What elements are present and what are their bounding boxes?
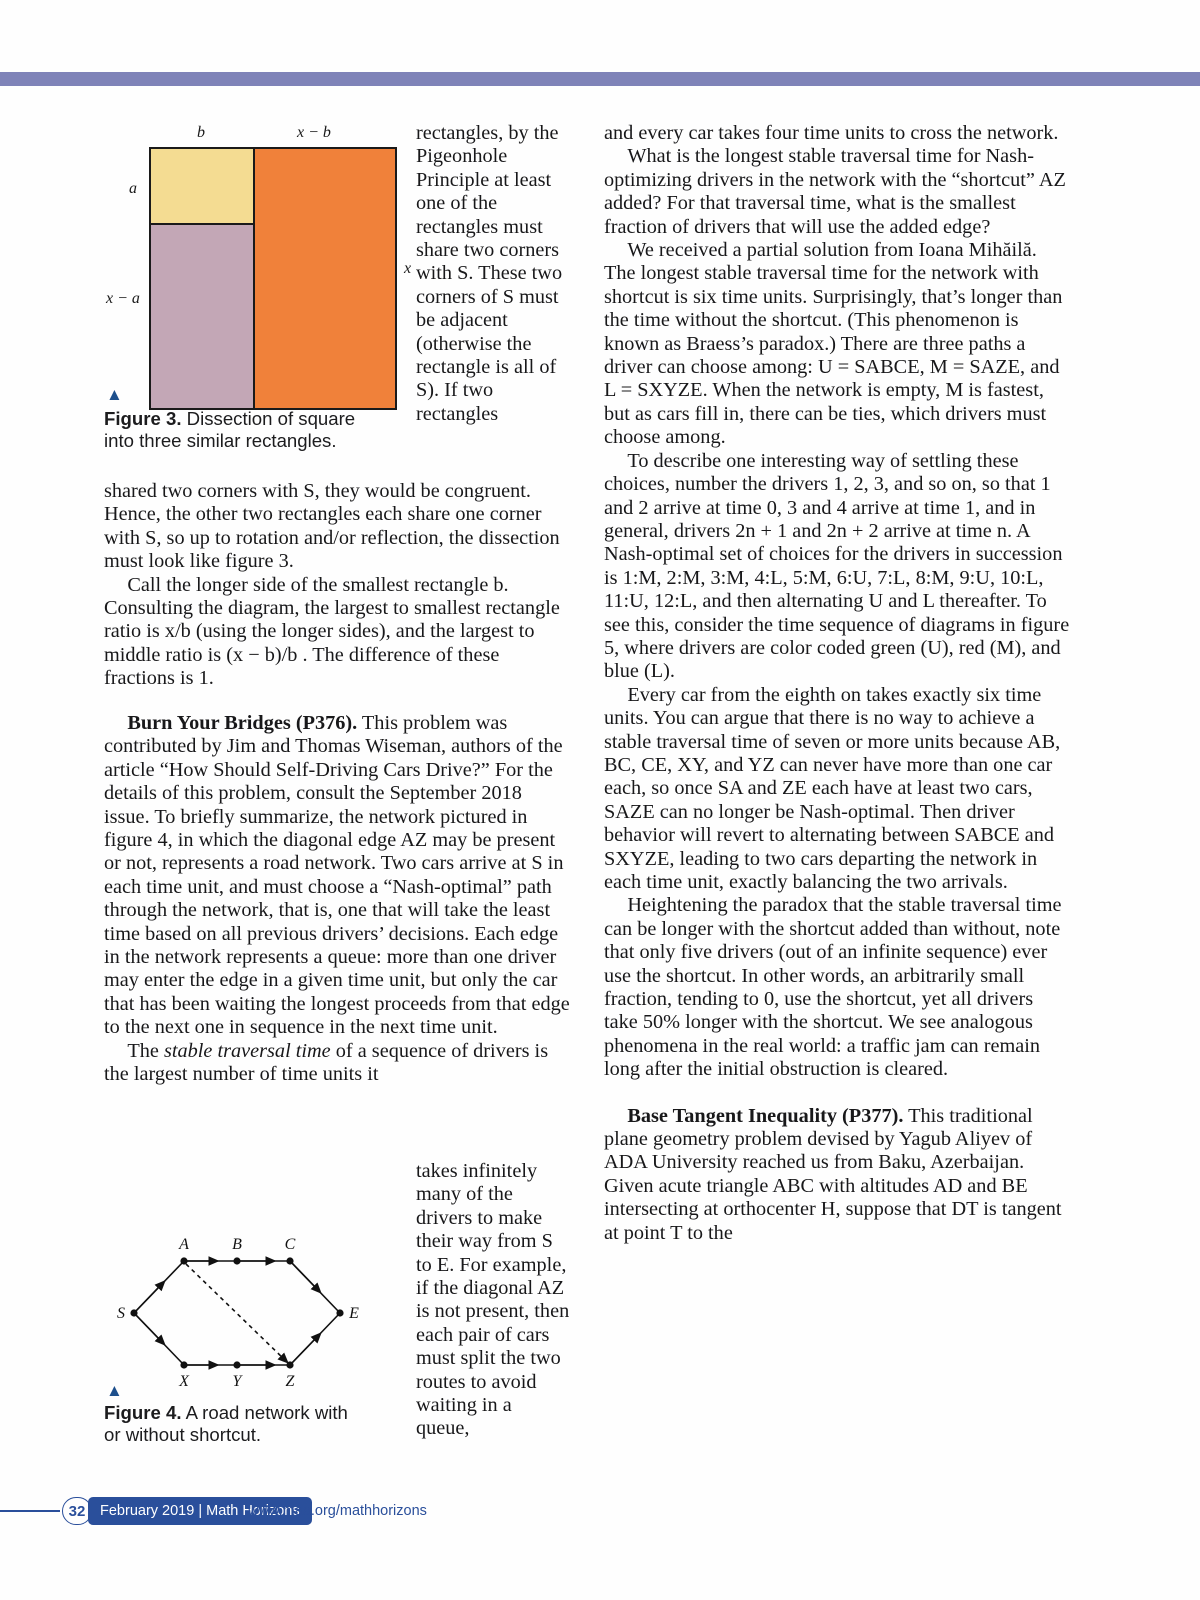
- figure-3-caption: [104, 408, 364, 453]
- col2-problem-base-tangent: [604, 1105, 1070, 1245]
- col1-para-shared: shared two corners with S, they would be congruent. Hence, the other two rectangles each share one corner with S, so up to rotation and/or reflection, the dissection must look like figure 3.: [104, 480, 560, 573]
- figure3-caption-lead: Figure 3.: [104, 408, 182, 429]
- footer-rule: [0, 1510, 60, 1512]
- figure4-caption-lead: Figure 4.: [104, 1402, 182, 1423]
- figure4-arrow-C-E: [290, 1261, 320, 1292]
- figure4-svg: [104, 1228, 404, 1398]
- figure4-label-Z: Z: [285, 1373, 295, 1390]
- column2-text: [604, 122, 1070, 1245]
- figure4-label-B: B: [232, 1236, 242, 1253]
- column1-flow-a: [104, 480, 570, 691]
- footer-url-link[interactable]: www.maa.org/mathhorizons: [248, 1503, 427, 1519]
- col1-problem-burn-your-bridges: [104, 712, 570, 1040]
- figure4-arrow-S-A: [134, 1282, 164, 1313]
- col1-para-stable: [104, 1040, 570, 1087]
- figure4-caret-icon: ▲: [106, 1381, 123, 1400]
- figure4-node-S: [130, 1309, 137, 1316]
- figure4-node-Z: [286, 1361, 293, 1368]
- figure4-label-A: A: [179, 1236, 189, 1253]
- col1-problem-body: This problem was contributed by Jim and Thomas Wiseman, authors of the article “How Should Self-Driving Cars Drive?” For the details of this problem, consult the September 2018 issue. To briefly summarize, the network pictured in figure 4, in which the diagonal edge AZ may be present or not, represents a road network. Two cars arrive at S in each time unit, and must choose a “Nash-optimal” path through the network, that is, one that will take the least time based on all previous drivers’ decisions. Each edge in the network represents a queue: more than one driver may enter the edge in a given time unit, but only the car that has been waiting the longest proceeds from that edge to the next one in sequence in the next time unit.: [104, 712, 570, 1039]
- figure4-label-Y: Y: [232, 1373, 242, 1390]
- figure3-label-b: b: [197, 124, 205, 141]
- col2-para-3: We received a partial solution from Ioana Mihăilă. The longest stable traversal time for the network with shortcut is six time units. Surprisingly, that’s longer than the time without the shortcut. (This phenomenon is known as Braess’s paradox.) There are three paths a driver can choose among: U = SABCE, M = SAZE, and L = SXYZE. When the network is empty, M is fastest, but as cars fill in, there can be ties, which drivers must choose among.: [604, 239, 1063, 449]
- col1-problem-heading: Burn Your Bridges (P376).: [127, 712, 358, 734]
- figure3-square: [149, 147, 397, 410]
- figure3-middle-rectangle: [151, 225, 255, 408]
- col1-narrow-bottom-paragraph: takes infinitely many of the drivers to make their way from S to E. For example, if the diagonal AZ is not present, then each pair of cars must split the two routes to avoid waiting in a queue,: [416, 1160, 570, 1440]
- col1-stable-pre: The: [127, 1039, 164, 1062]
- col2-para-4: To describe one interesting way of settling these choices, number the drivers 1, 2, 3, and so on, so that 1 and 2 arrive at time 0, 3 and 4 arrive at time 1, and in general, drivers 2n + 1 and 2n + 2 arrive at time n. A Nash-optimal set of choices for the drivers in succession is 1:M, 2:M, 3:M, 4:L, 5:M, 6:U, 7:L, 8:M, 9:U, 10:L, 11:U, 12:L, and then alternating U and L thereafter. To see this, consider the time sequence of diagrams in figure 5, where drivers are color coded green (U), red (M), and blue (L).: [604, 449, 1070, 683]
- figure4-node-X: [180, 1361, 187, 1368]
- figure3-caret-icon: ▲: [106, 385, 123, 404]
- figure4-node-Y: [233, 1361, 240, 1368]
- figure3-label-x: x: [404, 260, 412, 277]
- figure4-node-E: [336, 1309, 343, 1316]
- figure4-edge-A-Z-shortcut: [186, 1264, 287, 1362]
- page-number-badge: 32: [62, 1497, 92, 1525]
- figure-4-caption: [104, 1402, 364, 1447]
- column1-narrow-top-text: [416, 122, 570, 426]
- figure3-label-a: a: [129, 180, 137, 197]
- figure4-node-C: [286, 1257, 293, 1264]
- column1-narrow-bottom-text: [416, 1160, 570, 1441]
- col1-narrow-top-paragraph: rectangles, by the Pigeonhole Principle at least one of the rectangles must share two corners with S. These two corners of S must be adjacent (otherwise the rectangle is all of S). If two rectangles: [416, 122, 563, 425]
- col1-para-call: Call the longer side of the smallest rectangle b. Consulting the diagram, the largest to smallest rectangle ratio is x/b (using the longer sides), and the largest to middle ratio is (x − b)/b . The difference of these fractions is 1.: [104, 573, 560, 690]
- col1-stable-term: stable traversal time: [163, 1039, 331, 1062]
- figure4-node-B: [233, 1257, 240, 1264]
- figure3-large-rectangle: [255, 149, 395, 408]
- figure4-label-C: C: [284, 1236, 296, 1253]
- figure3-small-rectangle: [151, 149, 255, 225]
- figure4-arrow-S-X: [134, 1313, 164, 1344]
- col2-para-6: Heightening the paradox that the stable traversal time can be longer with the shortcut added than without, note that only five drivers (out of an infinite sequence) ever use the shortcut. In other words, an arbitrarily small fraction, tending to 0, use the shortcut, yet all drivers take 50% longer with the shortcut. We see analogous phenomena in the real world: a traffic jam can remain long after the initial obstruction is cleared.: [604, 894, 1062, 1081]
- figure4-arrow-Z-E: [290, 1334, 320, 1365]
- col2-para-1: and every car takes four time units to cross the network.: [604, 122, 1059, 144]
- figure4-caption-text: A road network with or without shortcut.: [104, 1402, 348, 1446]
- footer-issue-pill: February 2019 | Math Horizons: [88, 1497, 312, 1525]
- figure-4-road-network: [104, 1228, 404, 1398]
- column1-flow-b: [104, 712, 570, 1087]
- figure4-label-S: S: [117, 1305, 125, 1322]
- col1-stable-post: of a sequence of drivers is the largest number of time units it: [104, 1039, 549, 1086]
- figure3-label-x-minus-a: x − a: [106, 290, 140, 307]
- col2-problem-body: This traditional plane geometry problem devised by Yagub Aliyev of ADA University reached us from Baku, Azerbaijan. Given acute triangle ABC with altitudes AD and BE intersecting at orthocenter H, suppose that DT is tangent at point T to the: [604, 1104, 1062, 1244]
- col2-problem-heading: Base Tangent Inequality (P377).: [627, 1104, 904, 1127]
- figure4-label-E: E: [349, 1305, 359, 1322]
- figure4-label-X: X: [179, 1373, 189, 1390]
- figure3-caption-text: Dissection of square into three similar rectangles.: [104, 408, 356, 452]
- figure3-label-x-minus-b: x − b: [297, 124, 331, 141]
- col2-para-5: Every car from the eighth on takes exactly six time units. You can argue that there is no way to achieve a stable traversal time of seven or more units because AB, BC, CE, XY, and YZ can never have more than one car each, so once SA and ZE each have at least two cars, SAZE can no longer be Nash-optimal. Then driver behavior will revert to alternating between SABCE and SXYZE, leading to two cars departing the network in each time unit, exactly balancing the two arrivals.: [604, 683, 1061, 893]
- page-footer: [0, 1496, 1200, 1542]
- figure4-node-dots: [130, 1257, 343, 1368]
- figure4-node-A: [180, 1257, 187, 1264]
- col2-para-2: What is the longest stable traversal time for Nash-optimizing drivers in the network with the “shortcut” AZ added? For that traversal time, what is the smallest fraction of drivers that will use the added edge?: [604, 145, 1066, 238]
- header-accent-band: [0, 72, 1200, 86]
